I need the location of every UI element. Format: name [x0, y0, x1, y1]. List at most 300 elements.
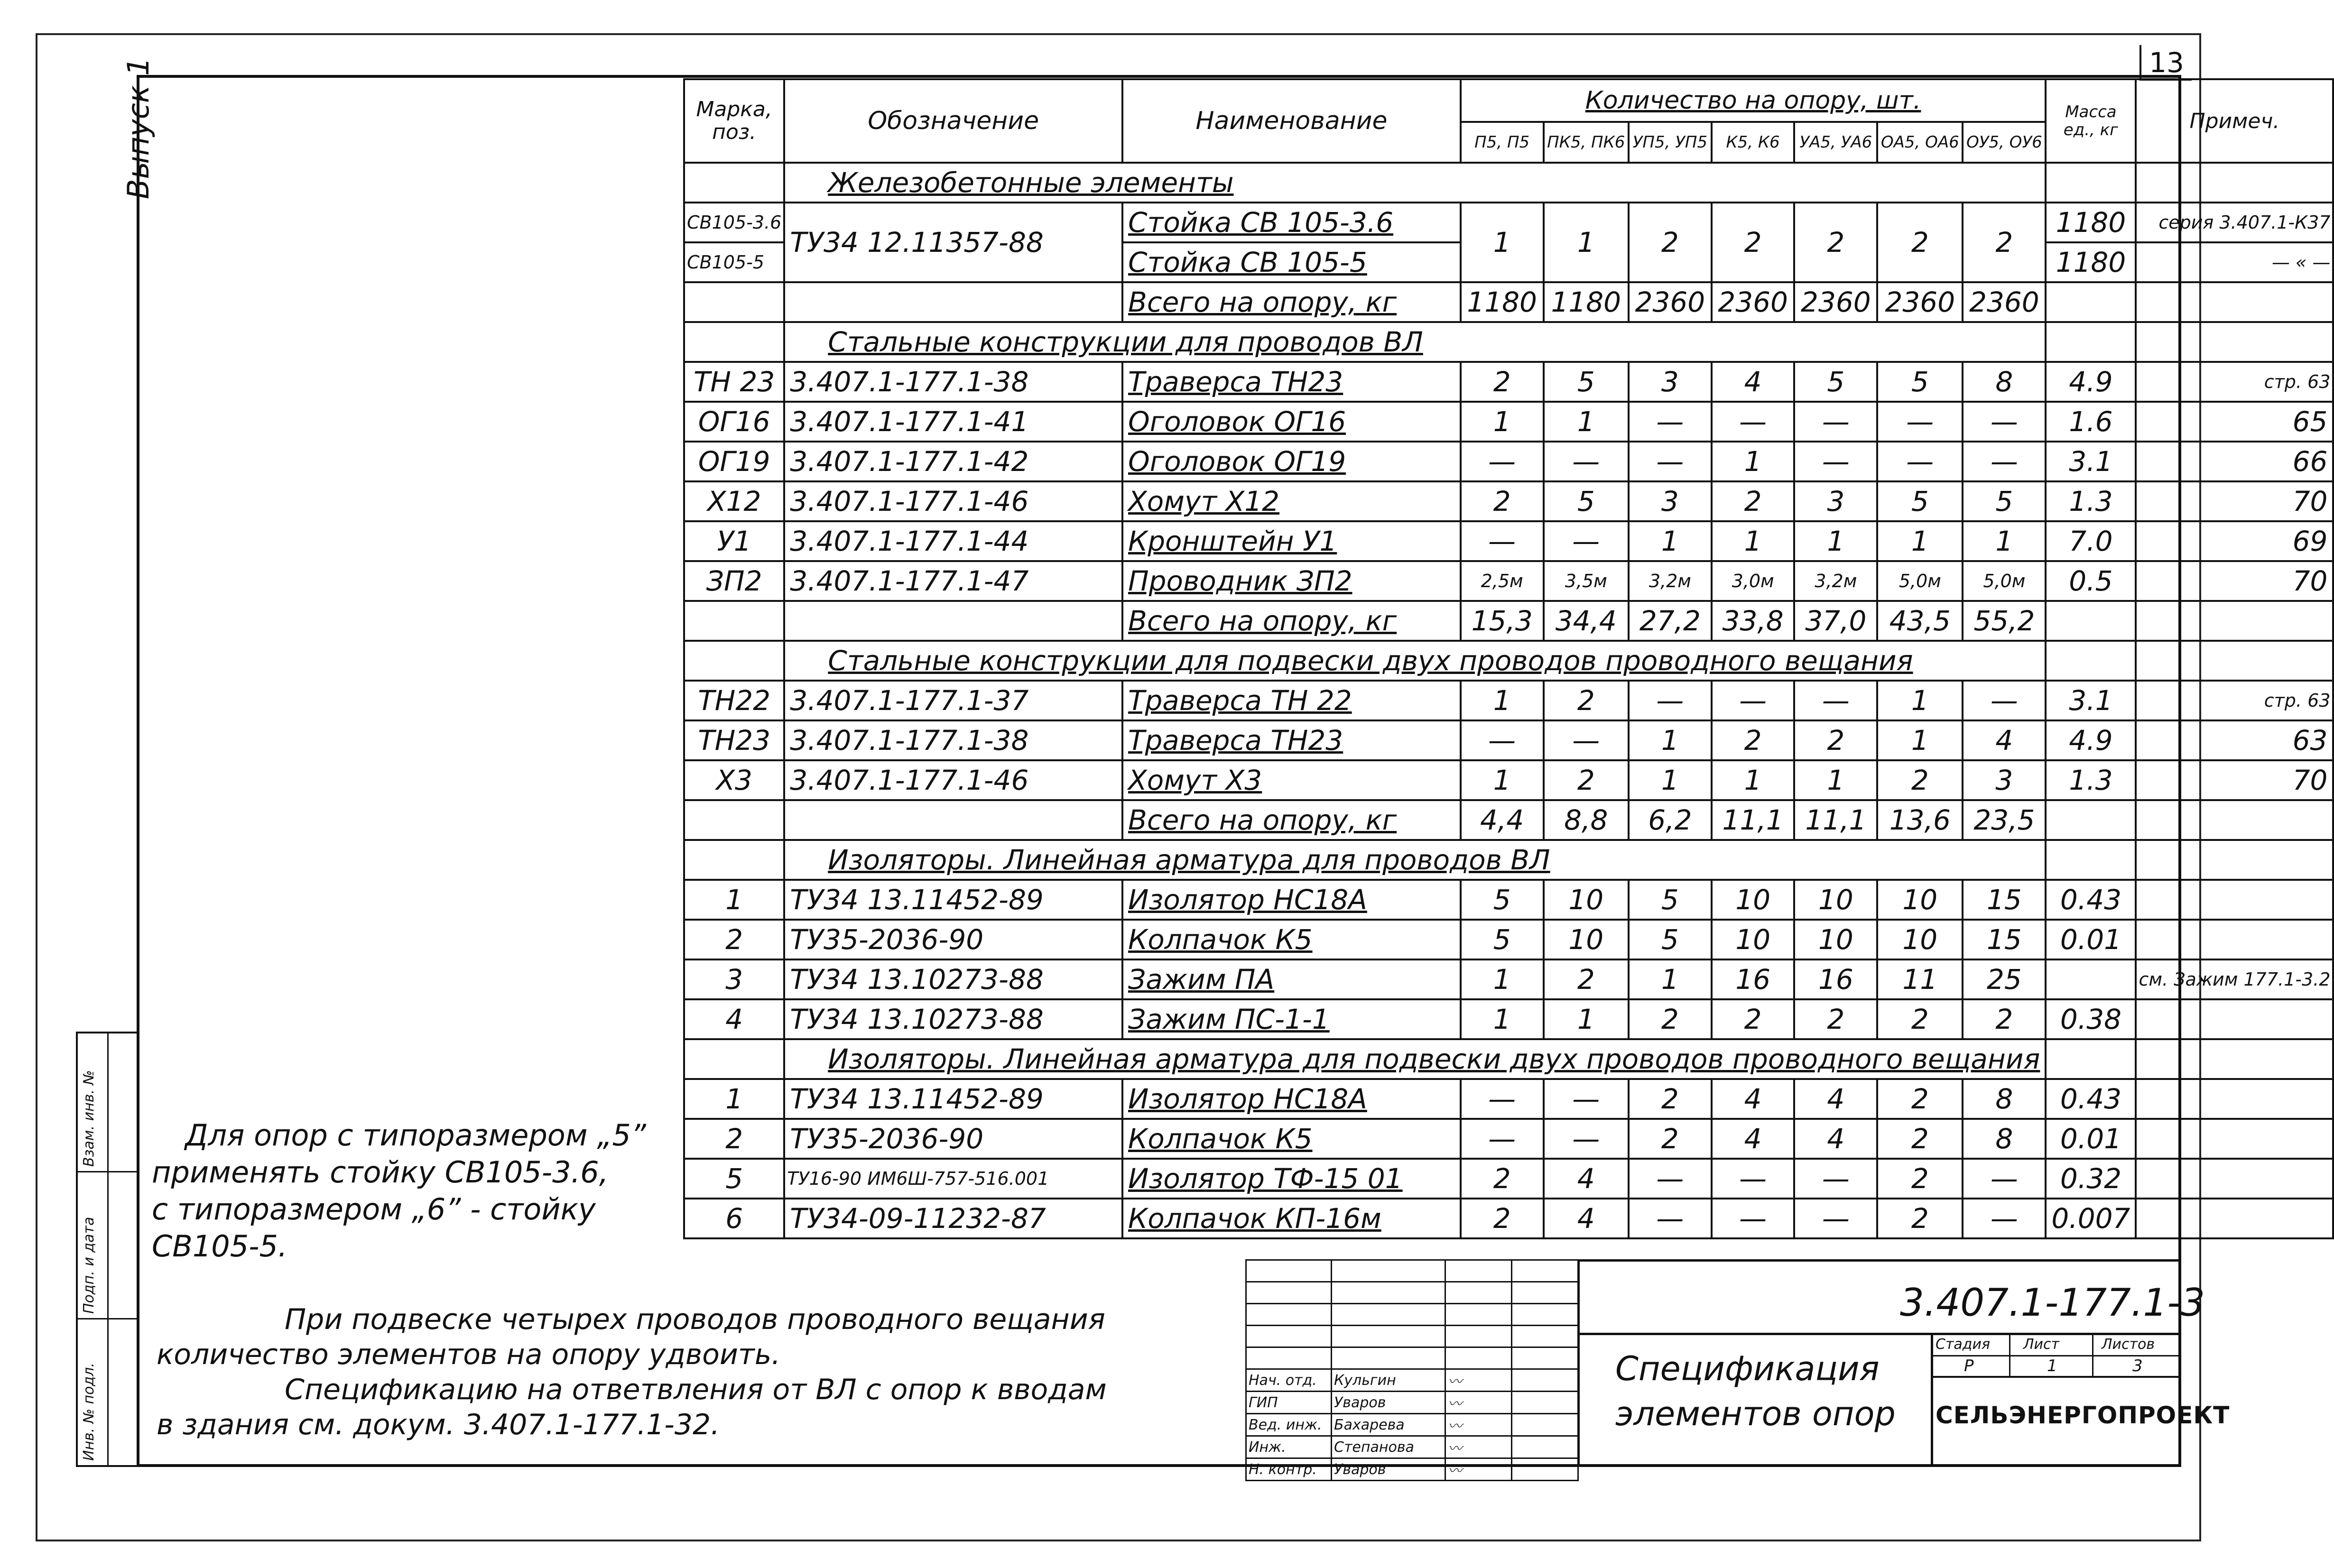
mark-cell: Х3 — [684, 760, 784, 800]
designation-cell: ТУ16-90 ИМ6Ш-757-516.001 — [784, 1159, 1122, 1199]
note-bottom — [157, 1302, 1107, 1442]
total-value: 55,2 — [1963, 601, 2046, 641]
name-cell: Траверса ТН 22 — [1122, 681, 1461, 720]
signature: 〰 — [1445, 1392, 1512, 1414]
qty-cell: 3 — [1963, 760, 2046, 800]
signer-name: Степанова — [1332, 1436, 1445, 1458]
table-row-item — [684, 481, 2333, 521]
header-qty-group: Количество на опору, шт. — [1461, 79, 2046, 122]
mark-cell: СВ105-5 — [684, 242, 784, 282]
note-left-line: применять стойку СВ105-3.6, — [152, 1155, 609, 1190]
name-cell: Зажим ПА — [1122, 959, 1461, 999]
qty-cell: 1 — [1461, 760, 1544, 800]
qty-cell: — — [1963, 681, 2046, 720]
designation-cell: ТУ34-09-11232-87 — [784, 1199, 1122, 1238]
qty-cell: 2 — [1629, 203, 1712, 282]
name-cell: Зажим ПС-1-1 — [1122, 999, 1461, 1039]
mass-cell — [2046, 959, 2136, 999]
table-row-item — [684, 720, 2333, 760]
qty-cell: 1 — [1461, 681, 1544, 720]
note-cell — [2136, 601, 2333, 641]
qty-cell: 2 — [1544, 760, 1629, 800]
header-designation: Обозначение — [784, 79, 1122, 163]
mark-cell — [684, 840, 784, 880]
total-value: 2360 — [1877, 282, 1963, 322]
qty-cell: 3,2м — [1629, 561, 1712, 601]
qty-cell: — — [1544, 521, 1629, 561]
note-left — [152, 1117, 646, 1265]
total-value: 11,1 — [1712, 800, 1795, 840]
qty-cell: 5 — [1461, 920, 1544, 959]
total-value: 27,2 — [1629, 601, 1712, 641]
mark-cell: 2 — [684, 920, 784, 959]
total-label: Всего на опору, кг — [1122, 282, 1461, 322]
sheet-value: 1 — [2047, 1356, 2057, 1375]
name-cell: Траверса ТН23 — [1122, 720, 1461, 760]
table-row-section — [684, 840, 2333, 880]
mark-cell — [684, 322, 784, 362]
qty-cell: 11 — [1877, 959, 1963, 999]
name-cell: Хомут Х3 — [1122, 760, 1461, 800]
table-row-item — [684, 999, 2333, 1039]
mark-cell: 5 — [684, 1159, 784, 1199]
qty-cell: — — [1794, 1199, 1877, 1238]
header-qty-col: УП5, УП5 — [1629, 122, 1712, 163]
sheet-number: 13 — [2140, 45, 2192, 81]
mass-cell: 0.38 — [2046, 999, 2136, 1039]
qty-cell: 4 — [1963, 720, 2046, 760]
qty-cell: 4 — [1544, 1159, 1629, 1199]
qty-cell: — — [1461, 720, 1544, 760]
name-cell: Изолятор ТФ-15 01 — [1122, 1159, 1461, 1199]
section-title: Железобетонные элементы — [784, 163, 2046, 203]
qty-cell: 5 — [1544, 481, 1629, 521]
note-cell — [2136, 1079, 2333, 1119]
total-value: 8,8 — [1544, 800, 1629, 840]
mass-cell — [2046, 601, 2136, 641]
qty-cell: 4 — [1794, 1079, 1877, 1119]
total-value: 6,2 — [1629, 800, 1712, 840]
total-value: 1180 — [1461, 282, 1544, 322]
qty-cell: 5 — [1794, 362, 1877, 402]
doc-code: 3.407.1-177.1-3 — [1900, 1281, 2205, 1325]
qty-cell: 5 — [1629, 880, 1712, 920]
name-cell: Колпачок К5 — [1122, 1119, 1461, 1159]
note-bottom-line: количество элементов на опору удвоить. — [157, 1338, 781, 1371]
note-cell — [2136, 880, 2333, 920]
note-left-line: Для опор с типоразмером „5” — [185, 1118, 646, 1153]
mark-cell — [684, 800, 784, 840]
signature: 〰 — [1445, 1414, 1512, 1436]
table-row-total — [684, 282, 2333, 322]
qty-cell: 2 — [1877, 1119, 1963, 1159]
note-cell: 63 — [2136, 720, 2333, 760]
mass-cell: 1.3 — [2046, 481, 2136, 521]
note-left-line: СВ105-5. — [152, 1229, 287, 1264]
qty-cell: 1 — [1963, 521, 2046, 561]
qty-cell: 1 — [1629, 720, 1712, 760]
header-qty-col: ОА5, ОА6 — [1877, 122, 1963, 163]
mark-cell: 3 — [684, 959, 784, 999]
qty-cell: 2 — [1544, 959, 1629, 999]
qty-cell: 2 — [1712, 999, 1795, 1039]
designation-cell: 3.407.1-177.1-46 — [784, 760, 1122, 800]
qty-cell: 2 — [1877, 203, 1963, 282]
qty-cell: 5 — [1963, 481, 2046, 521]
side-label-sign: Подп. и дата — [81, 1217, 97, 1314]
table-row-item — [684, 521, 2333, 561]
qty-cell: 16 — [1794, 959, 1877, 999]
total-value: 4,4 — [1461, 800, 1544, 840]
stage-value: Р — [1964, 1356, 1974, 1375]
note-cell: 70 — [2136, 760, 2333, 800]
qty-cell: 4 — [1544, 1199, 1629, 1238]
qty-cell: — — [1544, 1119, 1629, 1159]
name-cell: Изолятор НС18А — [1122, 880, 1461, 920]
mark-cell — [684, 641, 784, 681]
table-row-item — [684, 760, 2333, 800]
mark-cell: ОГ16 — [684, 402, 784, 442]
name-cell: Колпачок КП-16м — [1122, 1199, 1461, 1238]
designation-cell: ТУ35-2036-90 — [784, 920, 1122, 959]
table-row-section — [684, 322, 2333, 362]
note-left-line: с типоразмером „6” - стойку — [152, 1192, 596, 1227]
qty-cell: 3,5м — [1544, 561, 1629, 601]
qty-cell: 10 — [1794, 880, 1877, 920]
qty-cell: — — [1877, 402, 1963, 442]
qty-cell: 2,5м — [1461, 561, 1544, 601]
qty-cell: 1 — [1461, 999, 1544, 1039]
section-title: Изоляторы. Линейная арматура для подвески двух проводов проводного вещания — [784, 1039, 2046, 1079]
section-title: Изоляторы. Линейная арматура для проводов ВЛ — [784, 840, 2046, 880]
note-cell — [2136, 840, 2333, 880]
designation-cell: ТУ35-2036-90 — [784, 1119, 1122, 1159]
qty-cell: 4 — [1712, 1079, 1795, 1119]
signer-role: Вед. инж. — [1246, 1414, 1332, 1436]
mark-cell: ТН22 — [684, 681, 784, 720]
designation-cell: ТУ34 13.10273-88 — [784, 999, 1122, 1039]
qty-cell: — — [1794, 1159, 1877, 1199]
qty-cell: — — [1794, 402, 1877, 442]
signer-role: Нач. отд. — [1246, 1369, 1332, 1392]
qty-cell: — — [1712, 681, 1795, 720]
section-title: Стальные конструкции для подвески двух проводов проводного вещания — [784, 641, 2046, 681]
qty-cell: 25 — [1963, 959, 2046, 999]
section-title: Стальные конструкции для проводов ВЛ — [784, 322, 2046, 362]
qty-cell: 4 — [1794, 1119, 1877, 1159]
name-cell: Стойка СВ 105-5 — [1122, 242, 1461, 282]
header-qty-col: УА5, УА6 — [1794, 122, 1877, 163]
mass-cell: 3.1 — [2046, 681, 2136, 720]
table-row-total — [684, 800, 2333, 840]
header-mark: Марка, поз. — [684, 79, 784, 163]
organization: СЕЛЬЭНЕРГОПРОЕКТ — [1936, 1402, 2230, 1429]
qty-cell: — — [1544, 442, 1629, 481]
qty-cell: 2 — [1544, 681, 1629, 720]
mark-cell: ЗП2 — [684, 561, 784, 601]
qty-cell: 5 — [1877, 362, 1963, 402]
mark-cell: ТН23 — [684, 720, 784, 760]
mass-cell: 1180 — [2046, 203, 2136, 242]
doc-title-line: элементов опор — [1615, 1394, 1896, 1433]
mass-cell: 0.007 — [2046, 1199, 2136, 1238]
name-cell: Оголовок ОГ19 — [1122, 442, 1461, 481]
mass-cell: 1.3 — [2046, 760, 2136, 800]
note-cell: стр. 63 — [2136, 681, 2333, 720]
table-row-item — [684, 402, 2333, 442]
table-row-item — [684, 1079, 2333, 1119]
mark-cell — [684, 163, 784, 203]
note-cell: — « — — [2136, 242, 2333, 282]
qty-cell: 10 — [1544, 920, 1629, 959]
qty-cell: 2 — [1963, 999, 2046, 1039]
table-row-section — [684, 1039, 2333, 1079]
qty-cell: — — [1963, 1199, 2046, 1238]
mark-cell — [684, 282, 784, 322]
mark-cell: 1 — [684, 880, 784, 920]
note-cell — [2136, 1199, 2333, 1238]
qty-cell: 2 — [1794, 203, 1877, 282]
qty-cell: 1 — [1629, 521, 1712, 561]
total-value: 23,5 — [1963, 800, 2046, 840]
qty-cell: 10 — [1712, 880, 1795, 920]
table-row-item — [684, 1199, 2333, 1238]
note-cell: 70 — [2136, 481, 2333, 521]
total-value: 43,5 — [1877, 601, 1963, 641]
note-cell — [2136, 282, 2333, 322]
total-value: 2360 — [1712, 282, 1795, 322]
note-cell — [2136, 1039, 2333, 1079]
mass-cell: 7.0 — [2046, 521, 2136, 561]
header-qty-col: П5, П5 — [1461, 122, 1544, 163]
qty-cell: 2 — [1877, 760, 1963, 800]
note-cell: 66 — [2136, 442, 2333, 481]
table-row-item — [684, 561, 2333, 601]
signature-table — [1245, 1259, 1579, 1481]
total-label: Всего на опору, кг — [1122, 800, 1461, 840]
specification-table — [683, 78, 2334, 1239]
table-row-item — [684, 880, 2333, 920]
table-row-section — [684, 163, 2333, 203]
header-note: Примеч. — [2136, 79, 2333, 163]
mass-cell: 3.1 — [2046, 442, 2136, 481]
mass-cell: 0.5 — [2046, 561, 2136, 601]
mark-cell: ТН 23 — [684, 362, 784, 402]
mass-cell — [2046, 641, 2136, 681]
signature: 〰 — [1445, 1458, 1512, 1481]
table-row-item — [684, 920, 2333, 959]
mass-cell — [2046, 1039, 2136, 1079]
note-cell — [2136, 641, 2333, 681]
qty-cell: 3 — [1794, 481, 1877, 521]
note-cell — [2136, 163, 2333, 203]
designation-cell: 3.407.1-177.1-41 — [784, 402, 1122, 442]
note-cell: 65 — [2136, 402, 2333, 442]
designation-cell: ТУ34 13.11452-89 — [784, 880, 1122, 920]
qty-cell: 2 — [1629, 1079, 1712, 1119]
qty-cell: 1 — [1629, 760, 1712, 800]
designation-cell: ТУ34 13.11452-89 — [784, 1079, 1122, 1119]
qty-cell: 1 — [1712, 760, 1795, 800]
qty-cell: 1 — [1461, 402, 1544, 442]
doc-title-line: Спецификация — [1615, 1349, 1880, 1388]
name-cell: Кронштейн У1 — [1122, 521, 1461, 561]
mass-cell: 0.01 — [2046, 920, 2136, 959]
signer-name: Уваров — [1332, 1458, 1445, 1481]
side-label-inv: Инв. № подл. — [81, 1363, 97, 1461]
qty-cell: 2 — [1461, 1159, 1544, 1199]
mass-cell: 1180 — [2046, 242, 2136, 282]
qty-cell: — — [1544, 720, 1629, 760]
qty-cell: 2 — [1877, 1079, 1963, 1119]
signature: 〰 — [1445, 1436, 1512, 1458]
mass-cell: 0.32 — [2046, 1159, 2136, 1199]
qty-cell: 10 — [1712, 920, 1795, 959]
qty-cell: 5 — [1544, 362, 1629, 402]
designation-cell: 3.407.1-177.1-44 — [784, 521, 1122, 561]
side-label-vzam: Взам. инв. № — [81, 1070, 97, 1167]
mass-cell — [2046, 163, 2136, 203]
qty-cell: 16 — [1712, 959, 1795, 999]
stage-label: Стадия — [1936, 1336, 1991, 1353]
total-value: 2360 — [1794, 282, 1877, 322]
note-cell: стр. 63 — [2136, 362, 2333, 402]
header-qty-col: ПК5, ПК6 — [1544, 122, 1629, 163]
qty-cell: 5 — [1629, 920, 1712, 959]
note-cell — [2136, 322, 2333, 362]
note-bottom-line: в здания см. докум. 3.407.1-177.1-32. — [157, 1408, 720, 1441]
mark-cell: Х12 — [684, 481, 784, 521]
signer-role: Н. контр. — [1246, 1458, 1332, 1481]
total-value: 2360 — [1963, 282, 2046, 322]
note-cell — [2136, 999, 2333, 1039]
table-row-item — [684, 442, 2333, 481]
sheets-label: Листов — [2102, 1336, 2155, 1353]
total-value: 11,1 — [1794, 800, 1877, 840]
qty-cell: — — [1629, 442, 1712, 481]
table-row-item — [684, 681, 2333, 720]
name-cell: Колпачок К5 — [1122, 920, 1461, 959]
total-value: 33,8 — [1712, 601, 1795, 641]
qty-cell: — — [1461, 442, 1544, 481]
mass-cell: 0.01 — [2046, 1119, 2136, 1159]
mark-cell: 4 — [684, 999, 784, 1039]
note-bottom-line: При подвеске четырех проводов проводного вещания — [285, 1303, 1105, 1336]
sheets-value: 3 — [2132, 1356, 2143, 1375]
qty-cell: 2 — [1712, 720, 1795, 760]
qty-cell: 1 — [1544, 203, 1629, 282]
qty-cell: 2 — [1629, 999, 1712, 1039]
mass-cell — [2046, 840, 2136, 880]
note-cell — [2136, 920, 2333, 959]
designation-cell: ТУ34 12.11357-88 — [784, 203, 1122, 282]
qty-cell: 4 — [1712, 362, 1795, 402]
qty-cell: 1 — [1794, 521, 1877, 561]
header-qty-col: К5, К6 — [1712, 122, 1795, 163]
qty-cell: 1 — [1877, 720, 1963, 760]
designation-cell: 3.407.1-177.1-42 — [784, 442, 1122, 481]
qty-cell: 10 — [1877, 920, 1963, 959]
mark-cell — [684, 601, 784, 641]
vypusk-label: Выпуск 1 — [121, 57, 156, 199]
qty-cell: 2 — [1629, 1119, 1712, 1159]
qty-cell: — — [1544, 1079, 1629, 1119]
qty-cell: 1 — [1461, 959, 1544, 999]
signer-name: Бахарева — [1332, 1414, 1445, 1436]
mass-cell: 0.43 — [2046, 880, 2136, 920]
mark-cell: 2 — [684, 1119, 784, 1159]
qty-cell: 1 — [1544, 402, 1629, 442]
qty-cell: 1 — [1877, 521, 1963, 561]
name-cell: Изолятор НС18А — [1122, 1079, 1461, 1119]
signer-role: ГИП — [1246, 1392, 1332, 1414]
table-row-section — [684, 641, 2333, 681]
signer-name: Уваров — [1332, 1392, 1445, 1414]
mark-cell: 6 — [684, 1199, 784, 1238]
sheet-label: Лист — [2023, 1336, 2060, 1353]
qty-cell: 3,2м — [1794, 561, 1877, 601]
designation-cell — [784, 601, 1122, 641]
designation-cell: 3.407.1-177.1-38 — [784, 362, 1122, 402]
designation-cell — [784, 800, 1122, 840]
designation-cell: 3.407.1-177.1-37 — [784, 681, 1122, 720]
title-block — [1245, 1259, 2230, 1479]
qty-cell: — — [1794, 442, 1877, 481]
total-value: 37,0 — [1794, 601, 1877, 641]
qty-cell: 5 — [1461, 880, 1544, 920]
qty-cell: 1 — [1544, 999, 1629, 1039]
total-value: 1180 — [1544, 282, 1629, 322]
qty-cell: — — [1629, 1199, 1712, 1238]
note-cell: см. Зажим 177.1-3.2 — [2136, 959, 2333, 999]
qty-cell: 4 — [1712, 1119, 1795, 1159]
name-cell: Проводник ЗП2 — [1122, 561, 1461, 601]
qty-cell: 10 — [1544, 880, 1629, 920]
mass-cell: 0.43 — [2046, 1079, 2136, 1119]
table-row-item — [684, 203, 2333, 242]
qty-cell: 15 — [1963, 920, 2046, 959]
total-value: 2360 — [1629, 282, 1712, 322]
note-cell — [2136, 1119, 2333, 1159]
qty-cell: 1 — [1877, 681, 1963, 720]
mark-cell: 1 — [684, 1079, 784, 1119]
qty-cell: 15 — [1963, 880, 2046, 920]
header-qty-col: ОУ5, ОУ6 — [1963, 122, 2046, 163]
mass-cell: 4.9 — [2046, 362, 2136, 402]
qty-cell: 1 — [1794, 760, 1877, 800]
qty-cell: — — [1712, 1159, 1795, 1199]
signer-name: Кульгин — [1332, 1369, 1445, 1392]
note-bottom-line: Спецификацию на ответвления от ВЛ с опор к вводам — [285, 1373, 1107, 1406]
qty-cell: 1 — [1712, 442, 1795, 481]
designation-cell: ТУ34 13.10273-88 — [784, 959, 1122, 999]
table-row-item — [684, 362, 2333, 402]
qty-cell: — — [1629, 681, 1712, 720]
qty-cell: 2 — [1712, 203, 1795, 282]
designation-cell: 3.407.1-177.1-38 — [784, 720, 1122, 760]
qty-cell: — — [1461, 1119, 1544, 1159]
total-value: 13,6 — [1877, 800, 1963, 840]
qty-cell: 2 — [1712, 481, 1795, 521]
mark-cell — [684, 1039, 784, 1079]
qty-cell: 5,0м — [1963, 561, 2046, 601]
table-row-item — [684, 1119, 2333, 1159]
qty-cell: 1 — [1712, 521, 1795, 561]
qty-cell: — — [1461, 1079, 1544, 1119]
qty-cell: 10 — [1877, 880, 1963, 920]
name-cell: Оголовок ОГ16 — [1122, 402, 1461, 442]
qty-cell: 5,0м — [1877, 561, 1963, 601]
